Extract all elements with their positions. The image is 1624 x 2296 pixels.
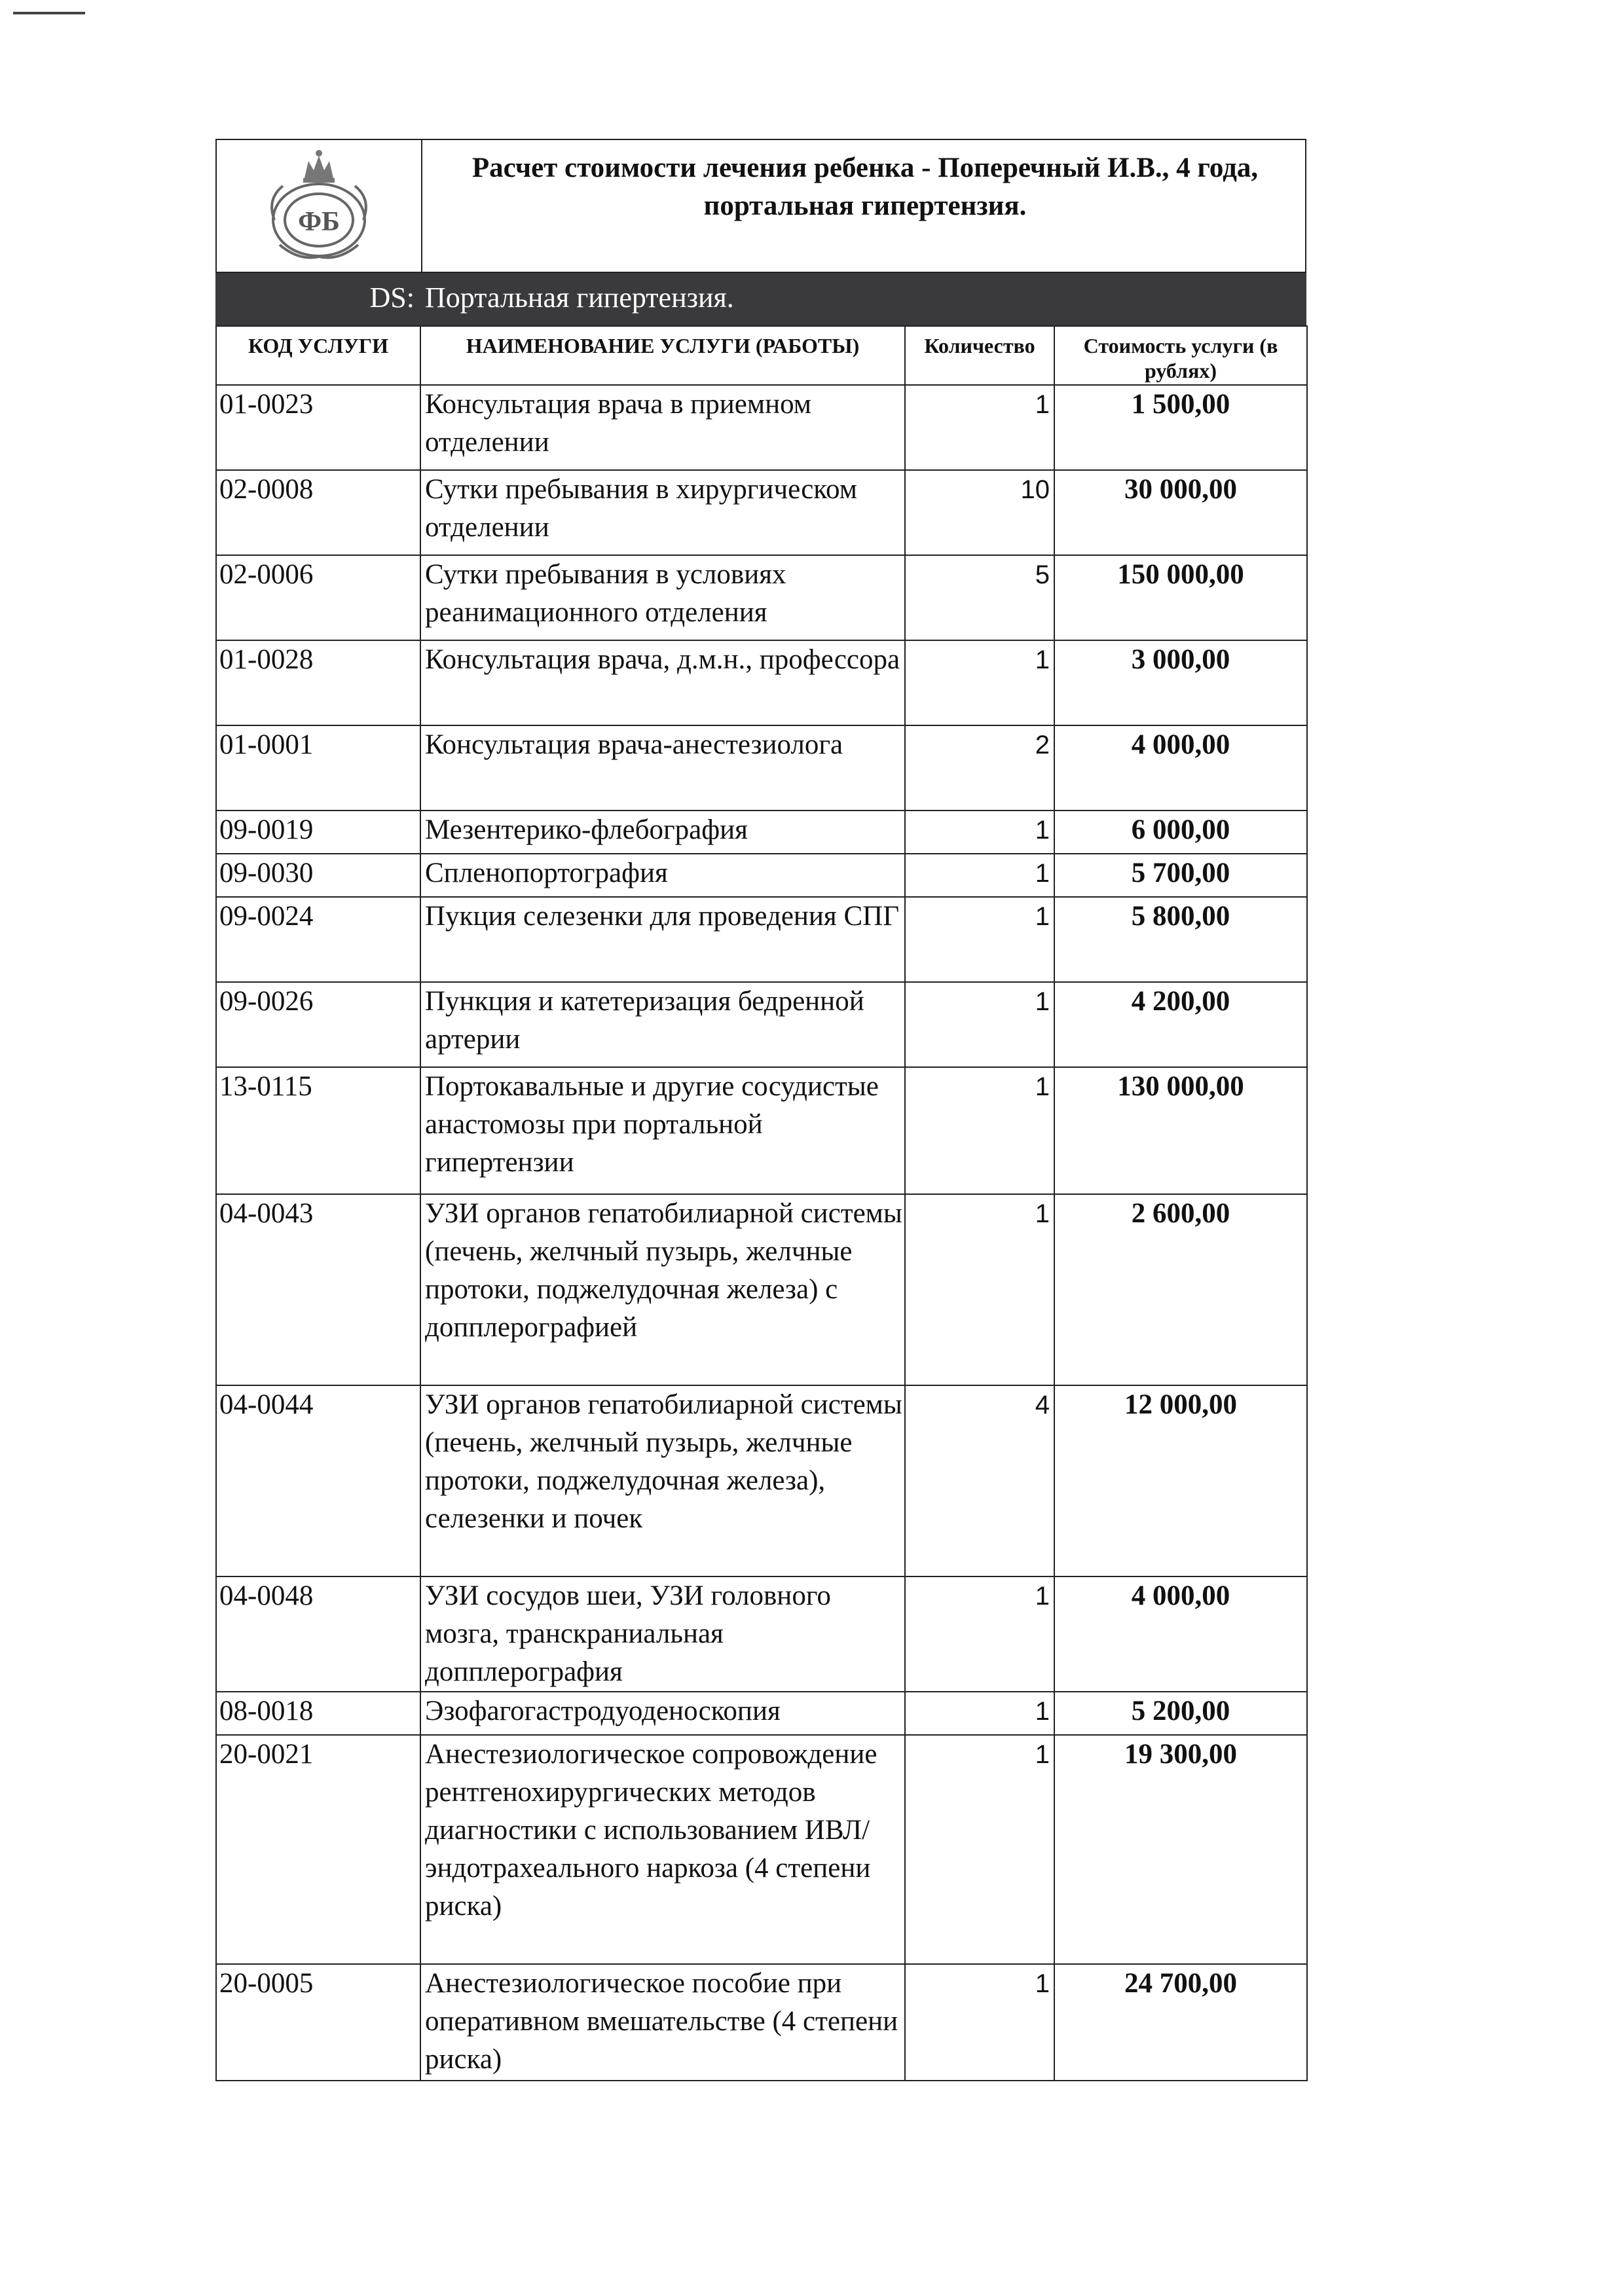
cell-name: УЗИ органов гепатобилиарной системы (печень, желчный пузырь, желчные протоки, поджелудочная железа) с допплерографией (420, 1194, 905, 1385)
cell-qty: 1 (905, 1576, 1054, 1692)
cell-qty: 10 (905, 470, 1054, 555)
cell-qty: 2 (905, 725, 1054, 811)
cell-name: Мезентерико-флебография (420, 811, 905, 854)
cell-name: Пункция и катетеризация бедренной артерии (420, 982, 905, 1067)
cell-cost: 24 700,00 (1054, 1964, 1307, 2081)
cell-name: Сутки пребывания в хирургическом отделении (420, 470, 905, 555)
logo-monogram: ФБ (298, 207, 340, 237)
cell-cost: 2 600,00 (1054, 1194, 1307, 1385)
cell-name: Портокавальные и другие сосудистые анастомозы при портальной гипертензии (420, 1067, 905, 1194)
cell-qty: 1 (905, 1692, 1054, 1735)
table-row (216, 1576, 1307, 1692)
document-title: Расчет стоимости лечения ребенка - Поперечный И.В., 4 года, портальная гипертензия. (471, 153, 1259, 221)
ds-label: DS: (369, 282, 415, 314)
document-header (215, 139, 1306, 273)
cell-qty: 1 (905, 811, 1054, 854)
table-row (216, 1194, 1307, 1385)
services-table (215, 325, 1308, 2081)
cell-qty: 1 (905, 1067, 1054, 1194)
cell-code: 08-0018 (216, 1692, 420, 1735)
cell-code: 09-0024 (216, 897, 420, 982)
cell-cost: 1 500,00 (1054, 385, 1307, 470)
cell-code: 04-0048 (216, 1576, 420, 1692)
table-row (216, 1067, 1307, 1194)
table-row (216, 1692, 1307, 1735)
cell-code: 01-0023 (216, 385, 420, 470)
cell-cost: 30 000,00 (1054, 470, 1307, 555)
cell-name: Эзофагогастродуоденоскопия (420, 1692, 905, 1735)
cell-cost: 5 800,00 (1054, 897, 1307, 982)
cell-qty: 1 (905, 1964, 1054, 2081)
cell-code: 04-0043 (216, 1194, 420, 1385)
cell-cost: 4 200,00 (1054, 982, 1307, 1067)
cell-name: Консультация врача-анестезиолога (420, 725, 905, 811)
cell-code: 13-0115 (216, 1067, 420, 1194)
diagnosis-bar (215, 273, 1306, 325)
clinic-logo (217, 140, 422, 273)
cell-cost: 6 000,00 (1054, 811, 1307, 854)
cell-qty: 1 (905, 1194, 1054, 1385)
cell-code: 01-0001 (216, 725, 420, 811)
cell-cost: 4 000,00 (1054, 1576, 1307, 1692)
table-row (216, 1964, 1307, 2081)
table-row (216, 385, 1307, 470)
cell-cost: 19 300,00 (1054, 1735, 1307, 1964)
table-row (216, 811, 1307, 854)
cell-code: 04-0044 (216, 1385, 420, 1576)
header-cost: Стоимость услуги (в рублях) (1054, 326, 1307, 385)
price-sheet (215, 139, 1306, 2102)
cell-name: Консультация врача, д.м.н., профессора (420, 640, 905, 725)
cell-name: Консультация врача в приемном отделении (420, 385, 905, 470)
ds-value: Портальная гипертензия. (425, 282, 734, 314)
table-row (216, 897, 1307, 982)
cell-cost: 150 000,00 (1054, 555, 1307, 640)
cell-code: 01-0028 (216, 640, 420, 725)
table-row (216, 725, 1307, 811)
cell-code: 02-0008 (216, 470, 420, 555)
table-row (216, 1385, 1307, 1576)
cell-name: Анестезиологическое пособие при оперативном вмешательстве (4 степени риска) (420, 1964, 905, 2081)
header-code: КОД УСЛУГИ (216, 326, 420, 385)
cell-name: Пукция селезенки для проведения СПГ (420, 897, 905, 982)
cell-cost: 3 000,00 (1054, 640, 1307, 725)
table-row (216, 854, 1307, 897)
crest-logo-icon (253, 147, 384, 268)
cell-qty: 1 (905, 897, 1054, 982)
cell-code: 20-0021 (216, 1735, 420, 1964)
table-row (216, 555, 1307, 640)
cell-qty: 1 (905, 640, 1054, 725)
cell-code: 20-0005 (216, 1964, 420, 2081)
cell-name: Спленопортография (420, 854, 905, 897)
cell-code: 09-0030 (216, 854, 420, 897)
cell-cost: 5 700,00 (1054, 854, 1307, 897)
header-qty: Количество (905, 326, 1054, 385)
cell-code: 02-0006 (216, 555, 420, 640)
cell-qty: 4 (905, 1385, 1054, 1576)
cell-name: УЗИ сосудов шеи, УЗИ головного мозга, транскраниальная допплерография (420, 1576, 905, 1692)
cell-qty: 1 (905, 1735, 1054, 1964)
table-row (216, 1735, 1307, 1964)
table-row (216, 470, 1307, 555)
cell-qty: 5 (905, 555, 1054, 640)
cell-cost: 12 000,00 (1054, 1385, 1307, 1576)
cell-code: 09-0019 (216, 811, 420, 854)
cell-qty: 1 (905, 854, 1054, 897)
cell-name: УЗИ органов гепатобилиарной системы (печень, желчный пузырь, желчные протоки, поджелудочная железа), селезенки и почек (420, 1385, 905, 1576)
table-row (216, 982, 1307, 1067)
table-header-row (216, 326, 1307, 385)
cell-name: Сутки пребывания в условиях реанимационного отделения (420, 555, 905, 640)
cell-cost: 4 000,00 (1054, 725, 1307, 811)
table-row (216, 640, 1307, 725)
header-name: НАИМЕНОВАНИЕ УСЛУГИ (РАБОТЫ) (420, 326, 905, 385)
cell-qty: 1 (905, 385, 1054, 470)
cell-code: 09-0026 (216, 982, 420, 1067)
cell-name: Анестезиологическое сопровождение рентгенохирургических методов диагностики с использованием ИВЛ/эндотрахеального наркоза (4 степени риска) (420, 1735, 905, 1964)
cell-cost: 5 200,00 (1054, 1692, 1307, 1735)
cell-qty: 1 (905, 982, 1054, 1067)
cell-cost: 130 000,00 (1054, 1067, 1307, 1194)
scan-mark (13, 12, 85, 14)
